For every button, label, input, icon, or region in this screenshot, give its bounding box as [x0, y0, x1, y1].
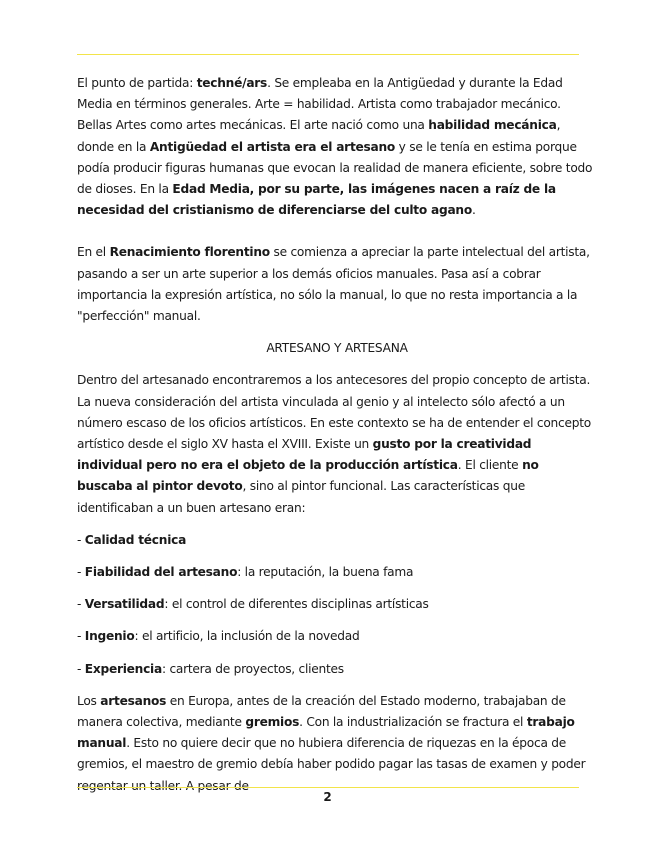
list-item: - Experiencia: cartera de proyectos, clientes	[77, 661, 344, 676]
list-item: - Fiabilidad del artesano: la reputación, la buena fama	[77, 565, 414, 580]
list-item: - Versatilidad: el control de diferentes disciplinas artísticas	[77, 597, 429, 612]
paragraph-renaissance: En el Renacimiento florentino se comienza a apreciar la parte intelectual del artista, pasando a ser un arte superior a los demás oficios manuales. Pasa así a cobrar importancia la expresión artística, no sólo la manual, lo que no resta importancia a la "perfección" manual.	[77, 245, 590, 324]
paragraph-artisanship: Dentro del artesanado encontraremos a los antecesores del propio concepto de artista. La nueva consideración del artista vinculada al genio y al intelecto sólo afectó a un número escaso de los oficios artísticos. En este contexto se ha de entender el concepto artístico desde el siglo XV hasta el XVIII. Existe un gusto por la creatividad individual pero no era el objeto de la producción artística. El cliente no buscaba al pintor devoto, sino al pintor funcional. Las características que identificaban a un buen artesano eran:	[77, 373, 591, 515]
page-body	[77, 73, 597, 797]
footer-rule	[77, 787, 579, 788]
paragraph-guilds: Los artesanos en Europa, antes de la creación del Estado moderno, trabajaban de manera colectiva, mediante gremios. Con la industrialización se fractura el trabajo manual. Esto no quiere decir que no hubiera diferencia de riquezas en la época de gremios, el maestro de gremio debía haber podido pagar las tasas de examen y poder regentar un taller. A pesar de	[77, 693, 586, 793]
list-item: - Calidad técnica	[77, 532, 187, 547]
list-item: - Ingenio: el artificio, la inclusión de la novedad	[77, 629, 360, 644]
page-number: 2	[323, 790, 332, 804]
paragraph-origins: El punto de partida: techné/ars. Se empleaba en la Antigüedad y durante la Edad Media en términos generales. Arte = habilidad. Artista como trabajador mecánico. Bellas Artes como artes mecánicas. El arte nació como una habilidad mecánica, donde en la Antigüedad el artista era el artesano y se le tenía en estima porque podía producir figuras humanas que evocan la realidad de manera eficiente, sobre todo de dioses. En la Edad Media, por su parte, las imágenes nacen a raíz de la necesidad del cristianismo de diferenciarse del culto agano.	[77, 76, 593, 218]
header-rule	[77, 54, 579, 55]
section-heading: ARTESANO Y ARTESANA	[266, 341, 408, 356]
